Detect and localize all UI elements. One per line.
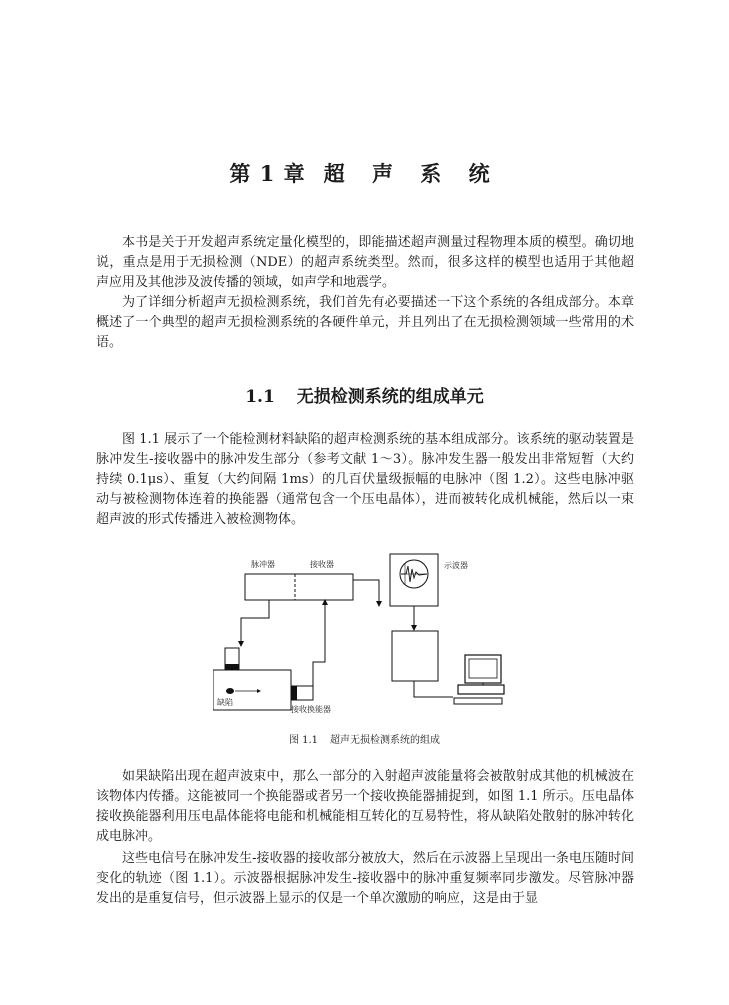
transducer-crystal: [225, 664, 239, 670]
section-name: 无损检测系统的组成单元: [296, 387, 484, 407]
chapter-name: 超 声 系 统: [323, 161, 500, 186]
intro-paragraph-1: 本书是关于开发超声系统定量化模型的，即能描述超声测量过程物理本质的模型。确切地说，重点是用于无损检测（NDE）的超声系统类型。然而，很多这样的模型也适用于其他超声应用及其他涉及波传播的领域，如声学和地震学。: [96, 235, 634, 290]
intro-paragraph-2: 为了详细分析超声无损检测系统，我们首先有必要描述一下这个系统的各组成部分。本章概述了一个典型的超声无损检测系统的各硬件单元，并且列出了在无损检测领域一些常用的术语。: [96, 295, 634, 350]
figure-caption: [0, 731, 729, 746]
caption-number: 图 1.1: [288, 735, 319, 746]
oscilloscope-box: [390, 554, 438, 606]
system-diagram: [213, 552, 513, 722]
wire-pulser-to-transducer: [241, 600, 269, 646]
monitor-screen: [469, 659, 497, 678]
processing-unit-box: [392, 631, 438, 681]
arrow-to-oscilloscope: [376, 601, 382, 607]
receiver-label: 接收器: [310, 560, 334, 569]
receiving-transducer-label: 接收换能器: [291, 705, 331, 714]
oscilloscope-label: 示波器: [444, 561, 468, 570]
computer-keyboard: [454, 698, 502, 704]
computer-base: [458, 685, 504, 694]
pulser-receiver-box: [245, 574, 353, 600]
section-title: [0, 382, 729, 407]
wire-to-oscilloscope: [353, 580, 379, 606]
section-number: 1.1: [245, 387, 275, 407]
flaw-marker: [226, 688, 234, 694]
wire-to-computer: [414, 681, 453, 697]
receiving-crystal: [291, 686, 297, 700]
post-figure-paragraph-2: 这些电信号在脉冲发生-接收器的接收部分被放大，然后在示波器上呈现出一条电压随时间变化的轨迹（图 1.1）。示波器根据脉冲发生-接收器中的脉冲重复频率同步激发。尽管脉冲器发出的是重复信号，但示波器上显示的仅是一个单次激励的响应，这是由于显: [96, 851, 634, 906]
section-paragraph: 图 1.1 展示了一个能检测材料缺陷的超声检测系统的基本组成部分。该系统的驱动装置是脉冲发生-接收器中的脉冲发生部分（参考文献 1～3）。脉冲发生器一般发出非常短暂（大约持续 0.1μs）、重复（大约间隔 1ms）的几百伏量级振幅的电脉冲（图 1.2）。这些电脉冲驱动与被检测物体连着的换能器（通常包含一个压电晶体），进而被转化成机械能，然后以一束超声波的形式传播进入被检测物体。: [96, 432, 634, 527]
post-figure-paragraph-1: 如果缺陷出现在超声波束中，那么一部分的入射超声波能量将会被散射成其他的机械波在该物体内传播。这能被同一个换能器或者另一个接收换能器捕捉到，如图 1.1 所示。压电晶体接收换能器利用压电晶体能将电能和机械能相互转化的互易特性，将从缺陷处散射的脉冲转化成电脉冲。: [96, 769, 634, 844]
wire-transducer-to-receiver: [313, 600, 325, 686]
arrow-to-unit: [411, 625, 417, 631]
pulser-label: 脉冲器: [251, 560, 275, 569]
arrow-to-transducer: [238, 641, 244, 647]
beam-arrow: [257, 689, 261, 693]
flaw-label: 缺陷: [217, 698, 233, 707]
figure-system-diagram: [213, 552, 513, 722]
chapter-title: [0, 158, 729, 188]
caption-text: 超声无损检测系统的组成: [330, 735, 441, 746]
chapter-number: 第 1 章: [229, 161, 306, 186]
